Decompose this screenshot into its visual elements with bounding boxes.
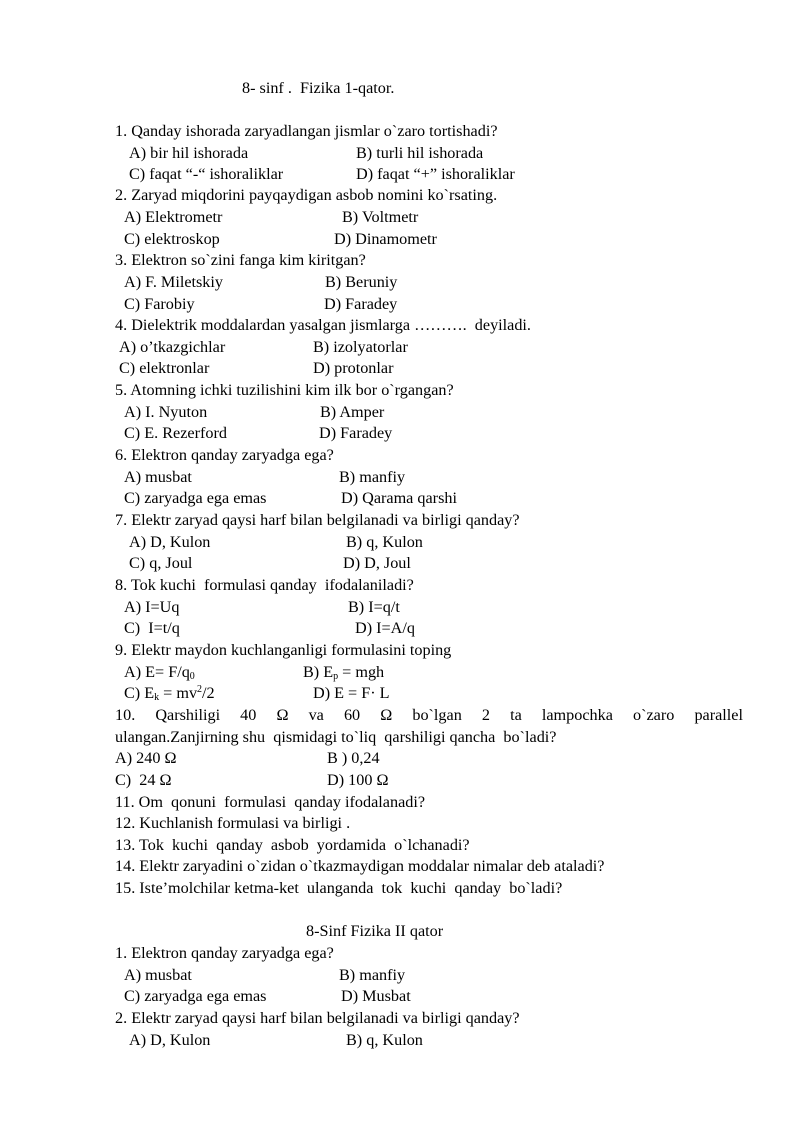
- question-4-options-row-2: [0, 358, 800, 380]
- question-9-option-b-rest: = mgh: [338, 663, 385, 681]
- section-2-question-2-option-a: A) D, Kulon: [129, 1031, 211, 1049]
- section-2-question-1: [0, 943, 800, 965]
- question-8-options-row-1: [0, 597, 800, 619]
- question-9-option-d: D) E = F· L: [313, 684, 390, 702]
- question-3-option-a: A) F. Miletskiy: [124, 273, 223, 291]
- question-9-options-row-2: [0, 683, 800, 705]
- question-9-option-c-rest: /2: [202, 684, 215, 702]
- question-4-option-a: A) o’tkazgichlar: [119, 338, 226, 356]
- question-1-options-row-1: [0, 143, 800, 165]
- question-8-option-b: B) I=q/t: [348, 598, 400, 616]
- question-9: [0, 640, 800, 662]
- question-5-option-a: A) I. Nyuton: [124, 403, 208, 421]
- question-2-options-row-2: [0, 229, 800, 251]
- question-8: [0, 575, 800, 597]
- question-8-option-a: A) I=Uq: [124, 598, 180, 616]
- question-7-options-row-2: [0, 553, 800, 575]
- question-2-option-a: A) Elektrometr: [124, 208, 223, 226]
- question-3-options-row-1: [0, 272, 800, 294]
- question-5-option-b: B) Amper: [320, 403, 385, 421]
- question-7-option-b: B) q, Kulon: [346, 533, 423, 551]
- question-9-option-a-text: A) E= F/q: [124, 663, 190, 681]
- section-2-question-1-option-a: A) musbat: [124, 966, 192, 984]
- question-1-options-row-2: [0, 164, 800, 186]
- question-13-text: 13. Tok kuchi qanday asbob yordamida o`lchanadi?: [115, 836, 470, 854]
- question-13: [0, 835, 800, 857]
- question-7-option-d: D) D, Joul: [343, 554, 411, 572]
- question-6-option-d: D) Qarama qarshi: [341, 489, 457, 507]
- question-7-text: 7. Elektr zaryad qaysi harf bilan belgilanadi va birligi qanday?: [115, 511, 520, 529]
- section-2-question-1-text: 1. Elektron qanday zaryadga ega?: [115, 944, 334, 962]
- question-1-option-c: C) faqat “-“ ishoraliklar: [129, 165, 284, 183]
- question-1-option-d: D) faqat “+” ishoraliklar: [356, 165, 515, 183]
- section-2-question-1-options-row-2: [0, 986, 800, 1008]
- section-2-question-2-options-row-1: [0, 1030, 800, 1052]
- question-2-text: 2. Zaryad miqdorini payqaydigan asbob nomini ko`rsating.: [115, 186, 498, 204]
- question-9-option-b: [303, 662, 384, 683]
- question-9-option-a-subscript: 0: [189, 671, 195, 682]
- question-10-word: va: [308, 706, 324, 724]
- section-2-question-1-option-b: B) manfiy: [339, 966, 406, 984]
- question-1-text: 1. Qanday ishorada zaryadlangan jismlar o`zaro tortishadi?: [115, 122, 498, 140]
- question-10-word: lampochka: [541, 706, 613, 724]
- question-12-text: 12. Kuchlanish formulasi va birligi .: [115, 814, 351, 832]
- question-3: [0, 250, 800, 272]
- section-1-title: 8- sinf . Fizika 1-qator.: [242, 79, 395, 97]
- question-9-options-row-1: [0, 662, 800, 684]
- question-9-option-b-subscript: p: [333, 671, 339, 682]
- question-5-options-row-1: [0, 402, 800, 424]
- question-10-option-d: D) 100 Ω: [327, 771, 389, 789]
- question-10-options-row-2: [0, 770, 800, 792]
- question-5-options-row-2: [0, 423, 800, 445]
- question-5: [0, 380, 800, 402]
- question-7-option-a: A) D, Kulon: [129, 533, 211, 551]
- section-2-question-1-options-row-1: [0, 965, 800, 987]
- section-2-question-2-text: 2. Elektr zaryad qaysi harf bilan belgilanadi va birligi qanday?: [115, 1009, 520, 1027]
- question-9-text: 9. Elektr maydon kuchlanganligi formulasini toping: [115, 641, 452, 659]
- question-10-word: bo`lgan: [412, 706, 462, 724]
- question-10-option-a: A) 240 Ω: [115, 749, 177, 767]
- question-8-options-row-2: [0, 618, 800, 640]
- section-2-question-2: [0, 1008, 800, 1030]
- question-10: [115, 705, 743, 727]
- question-14-text: 14. Elektr zaryadini o`zidan o`tkazmaydigan moddalar nimalar deb ataladi?: [115, 857, 605, 875]
- question-10-word: o`zaro: [633, 706, 675, 724]
- question-5-option-d: D) Faradey: [319, 424, 393, 442]
- question-3-text: 3. Elektron so`zini fanga kim kiritgan?: [115, 251, 366, 269]
- question-15-text: 15. Iste’molchilar ketma-ket ulanganda tok kuchi qanday bo`ladi?: [115, 879, 563, 897]
- question-5-option-c: C) E. Rezerford: [124, 424, 227, 442]
- question-6-option-a: A) musbat: [124, 468, 192, 486]
- question-9-option-b-text: B) E: [303, 663, 334, 681]
- question-11-text: 11. Om qonuni formulasi qanday ifodalanadi?: [115, 793, 426, 811]
- section-2-question-2-option-b: B) q, Kulon: [346, 1031, 423, 1049]
- section-2-title: 8-Sinf Fizika II qator: [306, 922, 444, 940]
- question-2-option-c: C) elektroskop: [124, 230, 220, 248]
- question-10-option-b: B ) 0,24: [327, 749, 380, 767]
- question-9-option-a: [124, 662, 195, 683]
- question-5-text: 5. Atomning ichki tuzilishini kim ilk bor o`rgangan?: [115, 381, 454, 399]
- question-4-text: 4. Dielektrik moddalardan yasalgan jismlarga ………. deyiladi.: [115, 316, 531, 334]
- question-11: [0, 792, 800, 814]
- section-2-question-1-option-d: D) Musbat: [341, 987, 411, 1005]
- question-3-option-b: B) Beruniy: [325, 273, 398, 291]
- section-2-question-1-option-c: C) zaryadga ega emas: [124, 987, 267, 1005]
- question-6-text: 6. Elektron qanday zaryadga ega?: [115, 446, 334, 464]
- question-10-word: Qarshiligi: [155, 706, 221, 724]
- question-1-option-b: B) turli hil ishorada: [356, 144, 484, 162]
- question-6-option-b: B) manfiy: [339, 468, 406, 486]
- question-15: [0, 878, 800, 900]
- question-8-text: 8. Tok kuchi formulasi qanday ifodalaniladi?: [115, 576, 414, 594]
- question-10-word: 60: [343, 706, 361, 724]
- question-7-options-row-1: [0, 532, 800, 554]
- question-4-options-row-1: [0, 337, 800, 359]
- question-10-word: Ω: [276, 706, 289, 724]
- question-10-text-continued: ulangan.Zanjirning shu qismidagi to`liq qarshiligi qancha bo`ladi?: [115, 728, 557, 746]
- question-9-option-c-text: C) E: [124, 684, 155, 702]
- question-9-option-c-superscript: 2: [197, 684, 203, 695]
- question-10-word: 2: [481, 706, 490, 724]
- question-3-option-c: C) Farobiy: [124, 295, 195, 313]
- question-7: [0, 510, 800, 532]
- question-4: [0, 315, 800, 337]
- question-2-options-row-1: [0, 207, 800, 229]
- question-10-word: ta: [510, 706, 522, 724]
- question-3-options-row-2: [0, 294, 800, 316]
- question-10-word: Ω: [380, 706, 393, 724]
- question-9-option-c: [124, 683, 215, 704]
- question-2-option-b: B) Voltmetr: [342, 208, 419, 226]
- question-9-option-c-mid: = mv: [159, 684, 198, 702]
- question-7-option-c: C) q, Joul: [129, 554, 193, 572]
- question-4-option-b: B) izolyatorlar: [313, 338, 408, 356]
- question-6: [0, 445, 800, 467]
- question-4-option-d: D) protonlar: [313, 359, 394, 377]
- question-3-option-d: D) Faradey: [324, 295, 398, 313]
- question-1: [0, 121, 800, 143]
- question-9-option-c-subscript: k: [154, 692, 160, 703]
- question-1-option-a: A) bir hil ishorada: [129, 144, 249, 162]
- question-14: [0, 856, 800, 878]
- question-10-line-2: [0, 727, 800, 749]
- question-2-option-d: D) Dinamometr: [334, 230, 437, 248]
- question-10-options-row-1: [0, 748, 800, 770]
- question-10-word: 40: [240, 706, 257, 724]
- question-6-options-row-2: [0, 488, 800, 510]
- question-8-option-c: C) I=t/q: [124, 619, 180, 637]
- section-1-title-line: [0, 78, 800, 100]
- section-2-title-line: [0, 921, 800, 943]
- question-6-options-row-1: [0, 467, 800, 489]
- question-12: [0, 813, 800, 835]
- question-10-word: 10.: [115, 706, 136, 724]
- question-10-option-c: C) 24 Ω: [115, 771, 172, 789]
- question-8-option-d: D) I=A/q: [355, 619, 415, 637]
- question-4-option-c: C) elektronlar: [119, 359, 210, 377]
- question-6-option-c: C) zaryadga ega emas: [124, 489, 267, 507]
- question-10-word: parallel: [694, 706, 743, 724]
- question-2: [0, 185, 800, 207]
